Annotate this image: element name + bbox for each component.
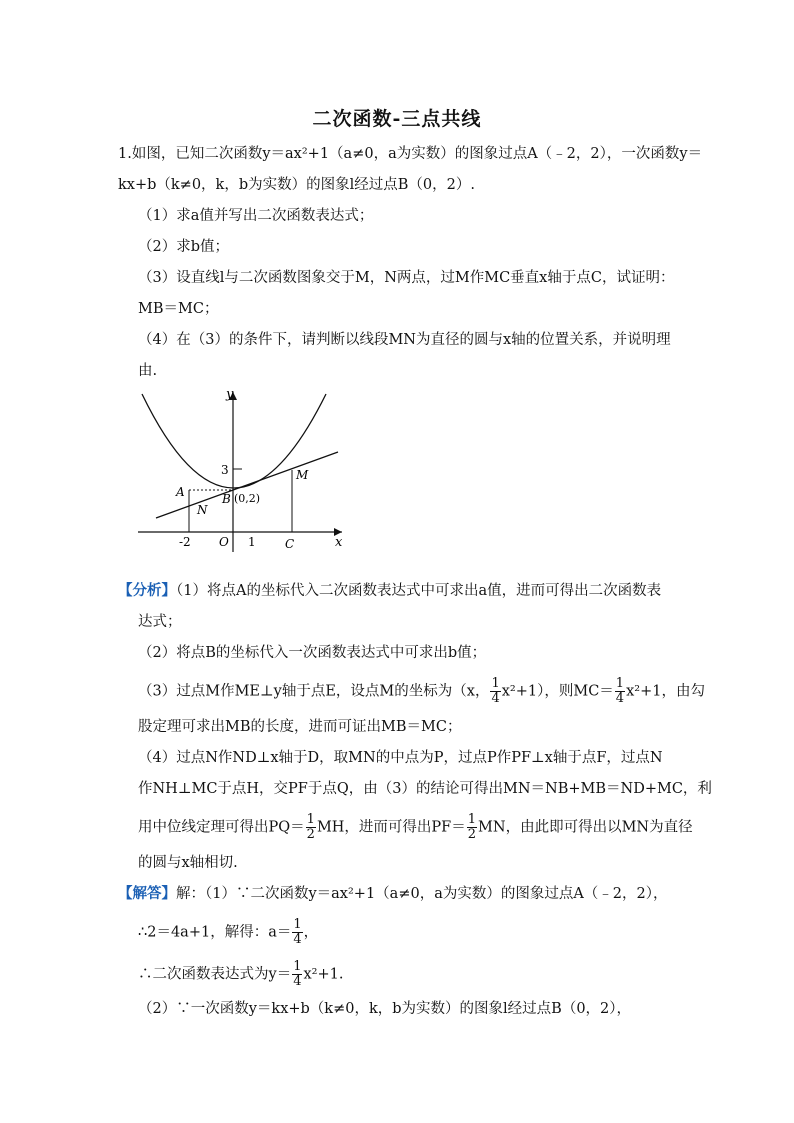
frac-den: 4 (293, 974, 302, 989)
fraction-quarter-4 (292, 960, 302, 989)
analysis-4c-mid: MH，进而可得出PF＝ (316, 819, 466, 836)
tick-3-label: 3 (221, 463, 229, 477)
analysis-line-1 (118, 580, 661, 602)
x-label: x (335, 535, 343, 550)
analysis-line-4d: 的圆与x轴相切. (138, 855, 238, 871)
frac-num: 1 (306, 812, 315, 827)
analysis-line-2: （2）将点B的坐标代入一次函数表达式中可求出b值； (138, 645, 487, 661)
analysis-4c-pre: 用中位线定理可得出PQ＝ (138, 819, 305, 836)
solution-tag: 【解答】 (118, 885, 176, 902)
analysis-3-mid1: x²+1），则MC＝ (501, 683, 614, 700)
analysis-3-pre: （3）过点M作ME⊥y轴于点E，设点M的坐标为（x， (138, 683, 490, 700)
analysis-line-4c (138, 813, 693, 842)
question-3b: MB＝MC； (138, 301, 219, 317)
solution-line-3 (138, 960, 343, 989)
fraction-quarter-3 (292, 918, 302, 947)
frac-num: 1 (491, 676, 500, 691)
point-m-label: M (296, 468, 309, 482)
fraction-half-2 (467, 813, 477, 842)
solution-3-pre: ∴二次函数表达式为y＝ (138, 966, 292, 983)
analysis-line-3 (138, 677, 705, 706)
frac-num: 1 (467, 812, 477, 827)
frac-num: 1 (293, 917, 302, 932)
problem-text-1: 如图，已知二次函数y＝ax²+1（a≠0，a为实数）的图象过点A（﹣2，2），一次函数y＝ (131, 146, 703, 162)
analysis-line-4: （4）过点N作ND⊥x轴于D，取MN的中点为P，过点P作PF⊥x轴于点F，过点N (138, 750, 663, 766)
solution-line-4: （2）∵一次函数y＝kx+b（k≠0，k，b为实数）的图象l经过点B（0，2）， (138, 1001, 632, 1017)
origin-label: O (219, 535, 229, 549)
question-4a: （4）在（3）的条件下，请判断以线段MN为直径的圆与x轴的位置关系，并说明理 (138, 332, 671, 348)
y-label: y (226, 387, 234, 402)
solution-text-1: 解：（1）∵二次函数y＝ax²+1（a≠0，a为实数）的图象过点A（﹣2，2）， (176, 886, 668, 902)
frac-num: 1 (293, 959, 302, 974)
frac-num: 1 (615, 676, 625, 691)
problem-line-2: kx+b（k≠0，k，b为实数）的图象l经过点B（0，2）. (118, 177, 475, 193)
fraction-quarter-2 (615, 677, 625, 706)
analysis-4c-post: MN，由此即可得出以MN为直径 (478, 819, 693, 836)
fraction-half-1 (306, 813, 316, 842)
function-graph (130, 382, 360, 554)
frac-den: 4 (615, 691, 625, 706)
analysis-3-mid2: x²+1，由勾 (626, 683, 705, 700)
analysis-tag: 【分析】 (118, 582, 176, 599)
tick-neg2-label: -2 (179, 535, 191, 549)
analysis-line-1b: 达式； (138, 614, 182, 630)
frac-den: 2 (306, 827, 315, 842)
problem-number: 1. (118, 146, 132, 162)
point-b-coord: (0,2) (234, 492, 261, 505)
problem-line-1 (118, 143, 702, 165)
solution-line-1 (118, 883, 668, 905)
page-title: 二次函数-三点共线 (312, 108, 482, 130)
analysis-line-4b: 作NH⊥MC于点H，交PF于点Q，由（3）的结论可得出MN＝NB+MB＝ND+MC，利 (138, 781, 712, 797)
point-n-label: N (197, 503, 208, 517)
frac-den: 4 (293, 932, 302, 947)
solution-3-post: x²+1. (303, 966, 344, 983)
tick-1-label: 1 (248, 535, 256, 549)
question-3a: （3）设直线l与二次函数图象交于M，N两点，过M作MC垂直x轴于点C，试证明： (138, 270, 675, 286)
point-b-label: B (222, 492, 231, 506)
question-2: （2）求b值； (138, 239, 230, 255)
frac-den: 4 (491, 691, 500, 706)
fraction-quarter-1 (490, 677, 500, 706)
frac-den: 2 (467, 827, 477, 842)
solution-line-2 (138, 918, 318, 947)
solution-2-post: ， (303, 924, 319, 941)
solution-2-pre: ∴2＝4a+1，解得：a＝ (138, 924, 292, 941)
question-4b: 由. (138, 363, 158, 379)
point-c-label: C (285, 537, 295, 551)
analysis-line-3b: 股定理可求出MB的长度，进而可证出MB＝MC； (138, 719, 462, 735)
point-a-label: A (176, 485, 185, 499)
question-1: （1）求a值并写出二次函数表达式； (138, 208, 374, 224)
analysis-text-1: （1）将点A的坐标代入二次函数表达式中可求出a值，进而可得出二次函数表 (176, 583, 662, 599)
